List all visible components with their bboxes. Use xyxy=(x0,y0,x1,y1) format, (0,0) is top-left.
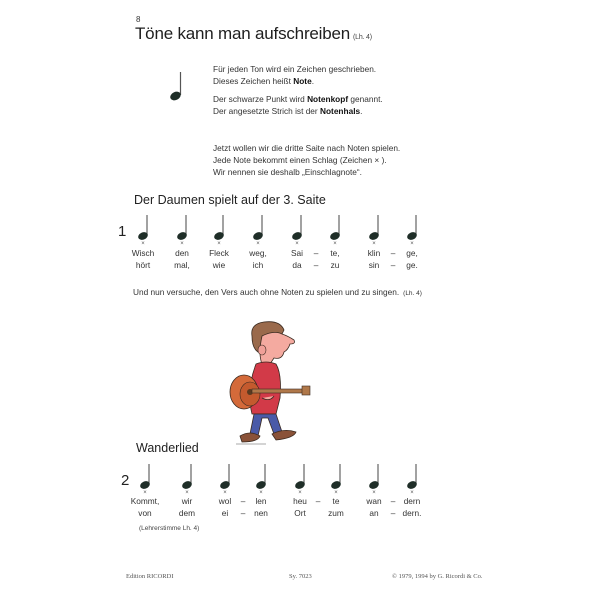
lyric-syllable: da xyxy=(292,260,302,270)
lyric-syllable: wir xyxy=(181,496,193,506)
beat-mark: × xyxy=(141,241,145,247)
text: . xyxy=(311,76,314,86)
teacher-voice-note: (Lehrerstimme Lh. 4) xyxy=(139,525,200,532)
lyric-syllable: dern. xyxy=(402,508,422,518)
lyric-syllable: ei xyxy=(221,508,229,518)
instruction-main: Und nun versuche, den Vers auch ohne Noten zu spielen und zu singen. xyxy=(133,287,400,297)
intro-line-7: Wir nennen sie deshalb „Einschlagnote“. xyxy=(213,167,362,177)
text: Der angesetzte Strich ist der xyxy=(213,106,320,116)
text: genannt. xyxy=(348,94,383,104)
lyric-syllable: zu xyxy=(330,260,340,270)
lyric-syllable: Kommt, xyxy=(130,496,160,506)
beat-mark: × xyxy=(410,241,414,247)
beat-mark: × xyxy=(143,490,147,496)
exercise-2-number: 2 xyxy=(121,472,130,489)
beat-mark: × xyxy=(410,490,414,496)
beat-mark: × xyxy=(223,490,227,496)
exercise-2-heading: Wanderlied xyxy=(136,441,199,455)
hyphen: – xyxy=(390,508,396,518)
hyphen: – xyxy=(313,260,319,270)
hyphen: – xyxy=(390,496,396,506)
lyric-syllable: wol xyxy=(218,496,232,506)
lyric-syllable: von xyxy=(138,508,152,518)
hyphen: – xyxy=(313,248,319,258)
hyphen: – xyxy=(240,496,246,506)
lyric-syllable: len xyxy=(255,496,267,506)
beat-mark: × xyxy=(333,241,337,247)
lyric-syllable: zum xyxy=(328,508,344,518)
hyphen: – xyxy=(315,496,321,506)
lyric-syllable: te xyxy=(332,496,340,506)
intro-line-6: Jede Note bekommt einen Schlag (Zeichen × ). xyxy=(213,155,387,165)
instruction-ref: (Lh. 4) xyxy=(403,290,422,297)
beat-mark: × xyxy=(372,241,376,247)
lyric-syllable: ich xyxy=(252,260,264,270)
lyric-syllable: sin xyxy=(368,260,380,270)
beat-mark: × xyxy=(295,241,299,247)
lyric-syllable: te, xyxy=(330,248,340,258)
term-note: Note xyxy=(293,76,312,86)
intro-line-1: Für jeden Ton wird ein Zeichen geschrieben. xyxy=(213,64,377,74)
term-notenhals: Notenhals xyxy=(320,106,361,116)
beat-mark: × xyxy=(298,490,302,496)
lyric-syllable: dem xyxy=(178,508,196,518)
beat-mark: × xyxy=(180,241,184,247)
lyric-syllable: klin xyxy=(367,248,381,258)
page-title-ref: (Lh. 4) xyxy=(353,34,372,41)
intro-line-5: Jetzt wollen wir die dritte Saite nach Noten spielen. xyxy=(213,143,401,153)
lyric-syllable: ge, xyxy=(406,248,418,258)
lyric-syllable: wie xyxy=(212,260,226,270)
lyric-syllable: Fleck xyxy=(209,248,229,258)
hyphen: – xyxy=(390,248,396,258)
footer-copyright: © 1979, 1994 by G. Ricordi & Co. xyxy=(392,573,483,580)
lyric-syllable: heu xyxy=(293,496,307,506)
footer-publisher: Edition RICORDI xyxy=(126,573,174,580)
lyric-syllable: ge. xyxy=(406,260,418,270)
beat-mark: × xyxy=(259,490,263,496)
lyric-syllable: Wisch xyxy=(131,248,155,258)
text: . xyxy=(360,106,363,116)
text: Dieses Zeichen heißt xyxy=(213,76,294,86)
lyric-syllable: weg, xyxy=(249,248,267,258)
footer-catalog-number: Sy. 7023 xyxy=(289,573,312,580)
exercise-1-number: 1 xyxy=(118,223,127,240)
lyric-syllable: den xyxy=(175,248,189,258)
lyric-syllable: Ort xyxy=(294,508,306,518)
beat-mark: × xyxy=(217,241,221,247)
beat-mark: × xyxy=(256,241,260,247)
lyric-syllable: wan xyxy=(366,496,382,506)
beat-mark: × xyxy=(334,490,338,496)
lyric-syllable: nen xyxy=(254,508,268,518)
page-number: 8 xyxy=(136,15,141,24)
hyphen: – xyxy=(390,260,396,270)
lyric-syllable: an xyxy=(369,508,379,518)
lyric-syllable: dern xyxy=(403,496,421,506)
text: Der schwarze Punkt wird xyxy=(213,94,308,104)
term-notenkopf: Notenkopf xyxy=(307,94,349,104)
beat-mark: × xyxy=(185,490,189,496)
hyphen: – xyxy=(240,508,246,518)
lyric-syllable: hört xyxy=(135,260,151,270)
lyric-syllable: Sai xyxy=(291,248,303,258)
page-title-text: Töne kann man aufschreiben xyxy=(135,24,350,43)
exercise-1-heading: Der Daumen spielt auf der 3. Saite xyxy=(134,193,326,207)
lyric-syllable: mal, xyxy=(174,260,190,270)
beat-mark: × xyxy=(372,490,376,496)
